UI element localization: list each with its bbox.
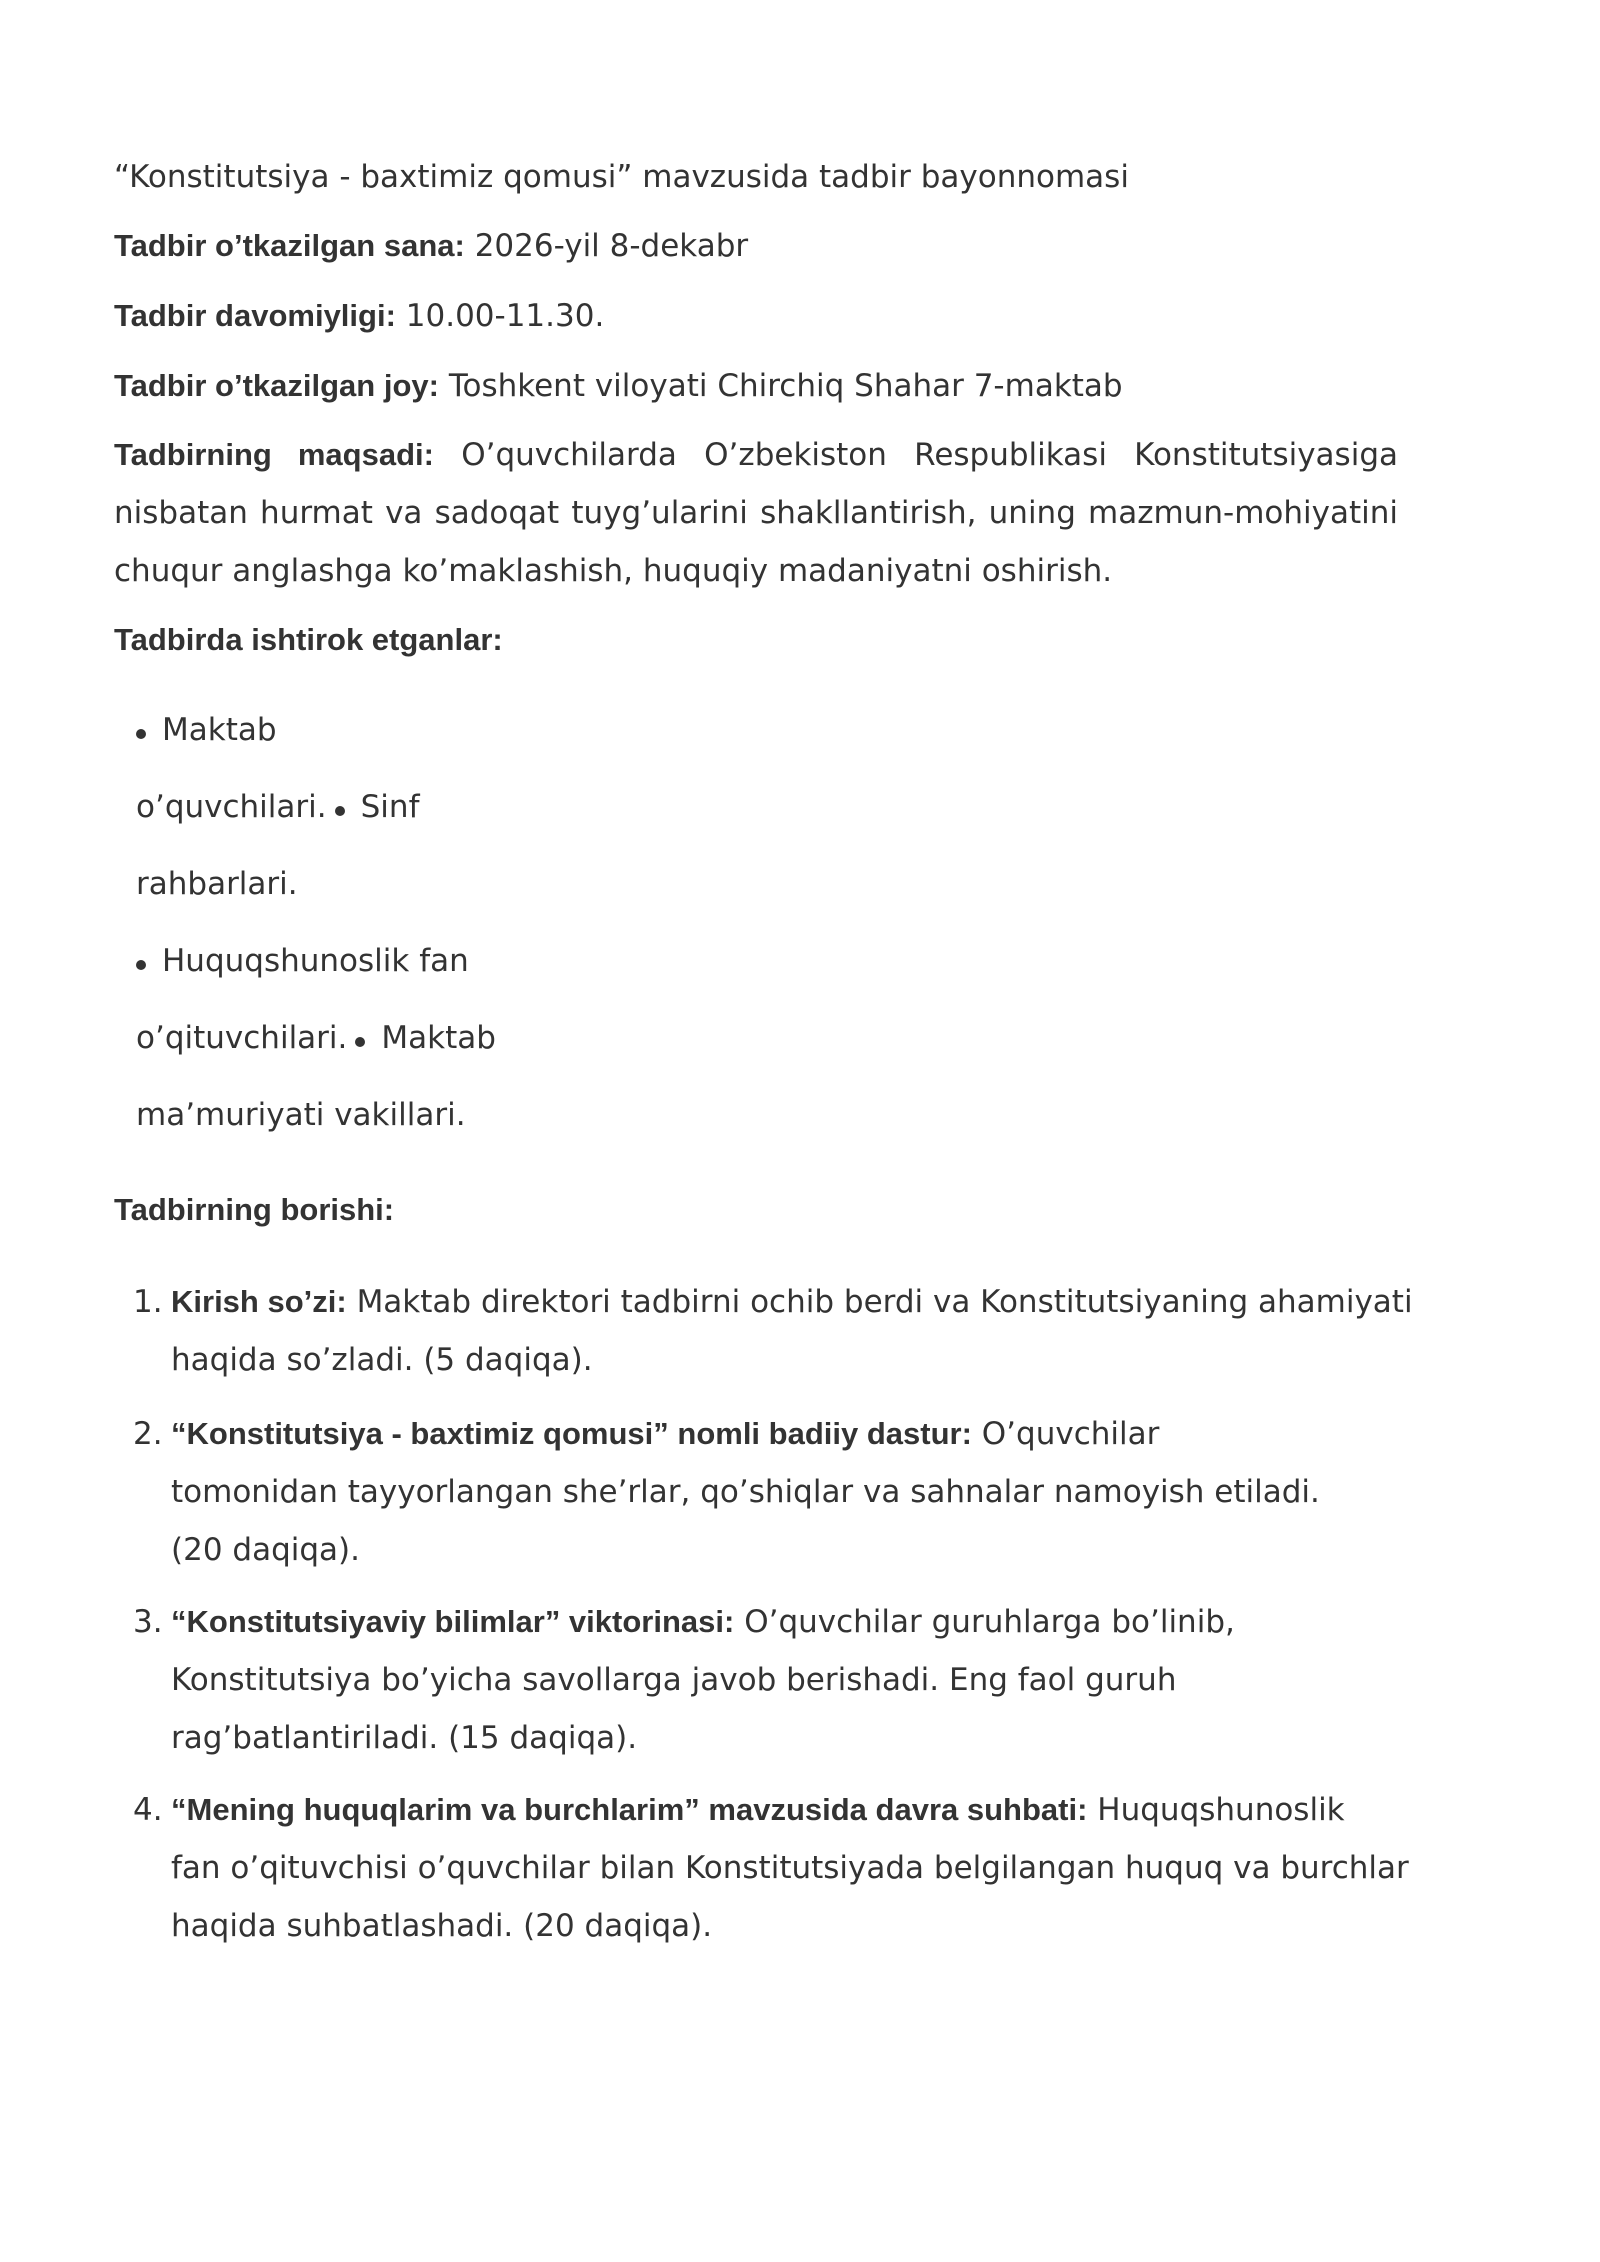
- list-item-text: o’qituvchilari.: [136, 1020, 348, 1056]
- bullet-icon: [335, 806, 345, 816]
- step-item: [171, 1781, 1411, 1955]
- step-text: haqida so’zladi. (5 daqiqa).: [171, 1342, 593, 1378]
- list-item-text: Maktab: [162, 712, 277, 748]
- step-text: O’quvchilar guruhlarga bo’linib,: [744, 1604, 1235, 1640]
- goal-paragraph: [114, 426, 1398, 600]
- list-item-text: Maktab: [381, 1020, 496, 1056]
- goal-value: O’quvchilarda O’zbekiston Respublikasi Konstitutsiyasiga nisbatan hurmat va sadoqat tuyg’ularini shakllantirish, uning mazmun-mohiyatini chuqur anglashga ko’maklashish, huquqiy madaniyatni oshirish.: [114, 437, 1398, 589]
- step-label: Kirish so’zi:: [171, 1284, 347, 1319]
- date-value: 2026-yil 8-dekabr: [474, 228, 749, 264]
- step-text: O’quvchilar: [981, 1416, 1160, 1452]
- step-text: Konstitutsiya bo’yicha savollarga javob berishadi. Eng faol guruh: [171, 1662, 1177, 1698]
- list-item: [136, 1018, 496, 1058]
- step-label: “Konstitutsiya - baxtimiz qomusi” nomli badiiy dastur:: [171, 1416, 972, 1451]
- step-number: 4.: [133, 1792, 163, 1828]
- list-item: [136, 787, 419, 827]
- progress-heading: Tadbirning borishi:: [114, 1192, 395, 1227]
- step-text: fan o’qituvchisi o’quvchilar bilan Konstitutsiyada belgilangan huquq va burchlar: [171, 1850, 1409, 1886]
- step-text: Maktab direktori tadbirni ochib berdi va Konstitutsiyaning ahamiyati: [356, 1284, 1413, 1320]
- duration-row: [114, 296, 604, 336]
- step-item: [171, 1273, 1411, 1389]
- list-item-text: rahbarlari.: [136, 866, 298, 902]
- list-item-text: Sinf: [360, 789, 420, 825]
- step-item: [171, 1593, 1411, 1767]
- list-item: [136, 710, 277, 750]
- step-text: rag’batlantiriladi. (15 daqiqa).: [171, 1720, 638, 1756]
- place-value: Toshkent viloyati Chirchiq Shahar 7-maktab: [448, 368, 1123, 404]
- duration-value: 10.00-11.30.: [405, 298, 605, 334]
- list-item: [136, 1095, 466, 1135]
- list-item: [136, 941, 469, 981]
- step-number: 2.: [133, 1416, 163, 1452]
- list-item-text: ma’muriyati vakillari.: [136, 1097, 466, 1133]
- step-text: tomonidan tayyorlangan she’rlar, qo’shiqlar va sahnalar namoyish etiladi.: [171, 1474, 1320, 1510]
- document-title: “Konstitutsiya - baxtimiz qomusi” mavzusida tadbir bayonnomasi: [114, 159, 1129, 195]
- place-row: [114, 366, 1123, 406]
- date-label: Tadbir o’tkazilgan sana:: [114, 228, 465, 263]
- step-number: 1.: [133, 1284, 163, 1320]
- goal-label: Tadbirning maqsadi:: [114, 437, 434, 472]
- list-item: [136, 864, 298, 904]
- step-text: (20 daqiqa).: [171, 1532, 360, 1568]
- list-item-text: o’quvchilari.: [136, 789, 327, 825]
- bullet-icon: [136, 960, 146, 970]
- duration-label: Tadbir davomiyligi:: [114, 298, 396, 333]
- step-text: haqida suhbatlashadi. (20 daqiqa).: [171, 1908, 713, 1944]
- step-label: “Konstitutsiyaviy bilimlar” viktorinasi:: [171, 1604, 735, 1639]
- bullet-icon: [136, 729, 146, 739]
- participants-heading: Tadbirda ishtirok etganlar:: [114, 622, 503, 657]
- step-item: [171, 1405, 1411, 1579]
- date-row: [114, 226, 748, 266]
- list-item-text: Huquqshunoslik fan: [162, 943, 469, 979]
- place-label: Tadbir o’tkazilgan joy:: [114, 368, 439, 403]
- step-number: 3.: [133, 1604, 163, 1640]
- step-text: Huquqshunoslik: [1097, 1792, 1345, 1828]
- step-label: “Mening huquqlarim va burchlarim” mavzusida davra suhbati:: [171, 1792, 1088, 1827]
- bullet-icon: [355, 1037, 365, 1047]
